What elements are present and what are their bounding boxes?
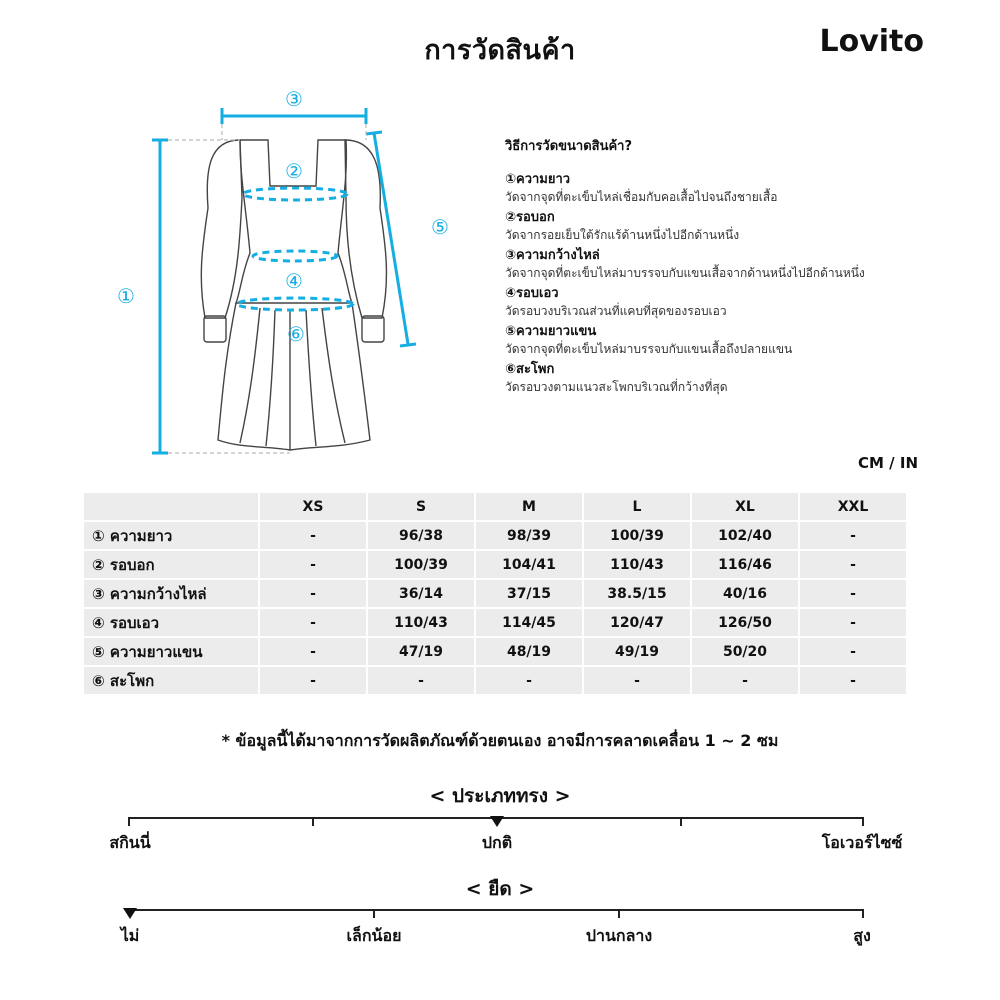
guide-item [505,323,975,358]
row-label: ④ รอบเอว [84,609,258,636]
guide-item-name: ②รอบอก [505,210,555,225]
stretch-label-none: ไม่ [120,926,140,945]
table-cell: 104/41 [476,551,582,578]
table-row [84,638,906,665]
table-cell: 110/43 [368,609,474,636]
stretch-label-medium: ปานกลาง [585,926,653,945]
table-cell: 126/50 [692,609,798,636]
table-cell: - [800,667,906,694]
column-header: S [368,493,474,520]
marker-6: ⑥ [287,322,305,346]
table-cell: 38.5/15 [584,580,690,607]
scale-tick [862,909,864,918]
stretch-selected-marker [123,908,137,919]
scale-tick [618,909,620,918]
guide-item-desc: วัดจากจุดที่ตะเข็บไหล่เชื่อมกับคอเสื้อไปจนถึงชายเสื้อ [505,190,778,204]
table-corner [84,493,258,520]
page-title: การวัดสินค้า [424,35,576,66]
brand-logo: Lovito [819,24,924,59]
table-cell: 48/19 [476,638,582,665]
guide-item-desc: วัดรอบวงบริเวณส่วนที่แคบที่สุดของรอบเอว [505,304,727,318]
table-cell: - [368,667,474,694]
table-row [84,551,906,578]
guide-item-desc: วัดจากรอยเย็บใต้รักแร้ด้านหนึ่งไปอีกด้านหนึ่ง [505,228,740,242]
measurement-guide [505,135,975,399]
marker-5: ⑤ [431,215,449,239]
scale-line [128,909,864,911]
table-cell: 100/39 [584,522,690,549]
guide-item-desc: วัดจากจุดที่ตะเข็บไหล่มาบรรจบกับแขนเสื้อจากด้านหนึ่งไปอีกด้านหนึ่ง [505,266,865,280]
table-cell: 50/20 [692,638,798,665]
column-header: XL [692,493,798,520]
table-cell: - [800,638,906,665]
fit-label-regular: ปกติ [481,833,513,852]
row-label: ① ความยาว [84,522,258,549]
column-header: M [476,493,582,520]
column-header: L [584,493,690,520]
guide-item [505,171,975,206]
unit-label: CM / IN [858,454,918,472]
table-cell: - [692,667,798,694]
table-cell: 116/46 [692,551,798,578]
fit-selected-marker [490,816,504,827]
table-cell: 120/47 [584,609,690,636]
row-label: ⑥ สะโพก [84,667,258,694]
table-cell: - [260,667,366,694]
scale-tick [128,817,130,826]
table-cell: 98/39 [476,522,582,549]
table-header-row [84,493,906,520]
stretch-scale [128,909,864,923]
row-label: ② รอบอก [84,551,258,578]
marker-3: ③ [285,87,303,111]
table-row [84,522,906,549]
table-cell: - [260,580,366,607]
table-cell: 40/16 [692,580,798,607]
table-cell: - [800,551,906,578]
scale-tick [373,909,375,918]
guide-heading: วิธีการวัดขนาดสินค้า? [505,139,633,154]
stretch-scale-title: < ยืด > [465,878,535,900]
table-row [84,580,906,607]
guide-item-name: ⑥สะโพก [505,362,555,377]
table-row [84,609,906,636]
table-cell: - [800,580,906,607]
dress-diagram [90,78,490,468]
table-cell: - [800,609,906,636]
marker-2: ② [285,159,303,183]
table-cell: 36/14 [368,580,474,607]
table-cell: 49/19 [584,638,690,665]
scale-tick [312,817,314,826]
guide-item-name: ③ความกว้างไหล่ [505,248,600,263]
marker-4: ④ [285,269,303,293]
guide-item [505,361,975,396]
column-header: XXL [800,493,906,520]
scale-tick [862,817,864,826]
table-cell: 96/38 [368,522,474,549]
fit-scale [128,817,864,831]
fit-label-skinny: สกินนี่ [109,833,151,852]
row-label: ⑤ ความยาวแขน [84,638,258,665]
fit-label-oversize: โอเวอร์ไซซ์ [821,833,903,852]
guide-item [505,209,975,244]
guide-item-name: ④รอบเอว [505,286,559,301]
table-cell: - [260,551,366,578]
table-cell: 102/40 [692,522,798,549]
guide-item [505,285,975,320]
fit-scale-title: < ประเภททรง > [429,785,571,807]
table-cell: - [800,522,906,549]
size-table [82,491,908,696]
scale-tick [680,817,682,826]
guide-item [505,247,975,282]
table-cell: - [260,638,366,665]
table-row [84,667,906,694]
table-cell: - [260,522,366,549]
table-cell: - [260,609,366,636]
guide-item-desc: วัดจากจุดที่ตะเข็บไหล่มาบรรจบกับแขนเสื้อถึงปลายแขน [505,342,793,356]
table-cell: 114/45 [476,609,582,636]
marker-1: ① [117,284,135,308]
guide-item-desc: วัดรอบวงตามแนวสะโพกบริเวณที่กว้างที่สุด [505,380,728,394]
measurement-note: * ข้อมูลนี้ได้มาจากการวัดผลิตภัณฑ์ด้วยตนเอง อาจมีการคลาดเคลื่อน 1 ~ 2 ซม [221,731,779,750]
table-cell: - [476,667,582,694]
stretch-label-high: สูง [853,926,871,945]
row-label: ③ ความกว้างไหล่ [84,580,258,607]
table-cell: - [584,667,690,694]
guide-item-name: ⑤ความยาวแขน [505,324,597,339]
table-cell: 47/19 [368,638,474,665]
table-cell: 100/39 [368,551,474,578]
guide-item-name: ①ความยาว [505,172,571,187]
stretch-label-slight: เล็กน้อย [346,926,402,945]
table-cell: 37/15 [476,580,582,607]
column-header: XS [260,493,366,520]
table-cell: 110/43 [584,551,690,578]
